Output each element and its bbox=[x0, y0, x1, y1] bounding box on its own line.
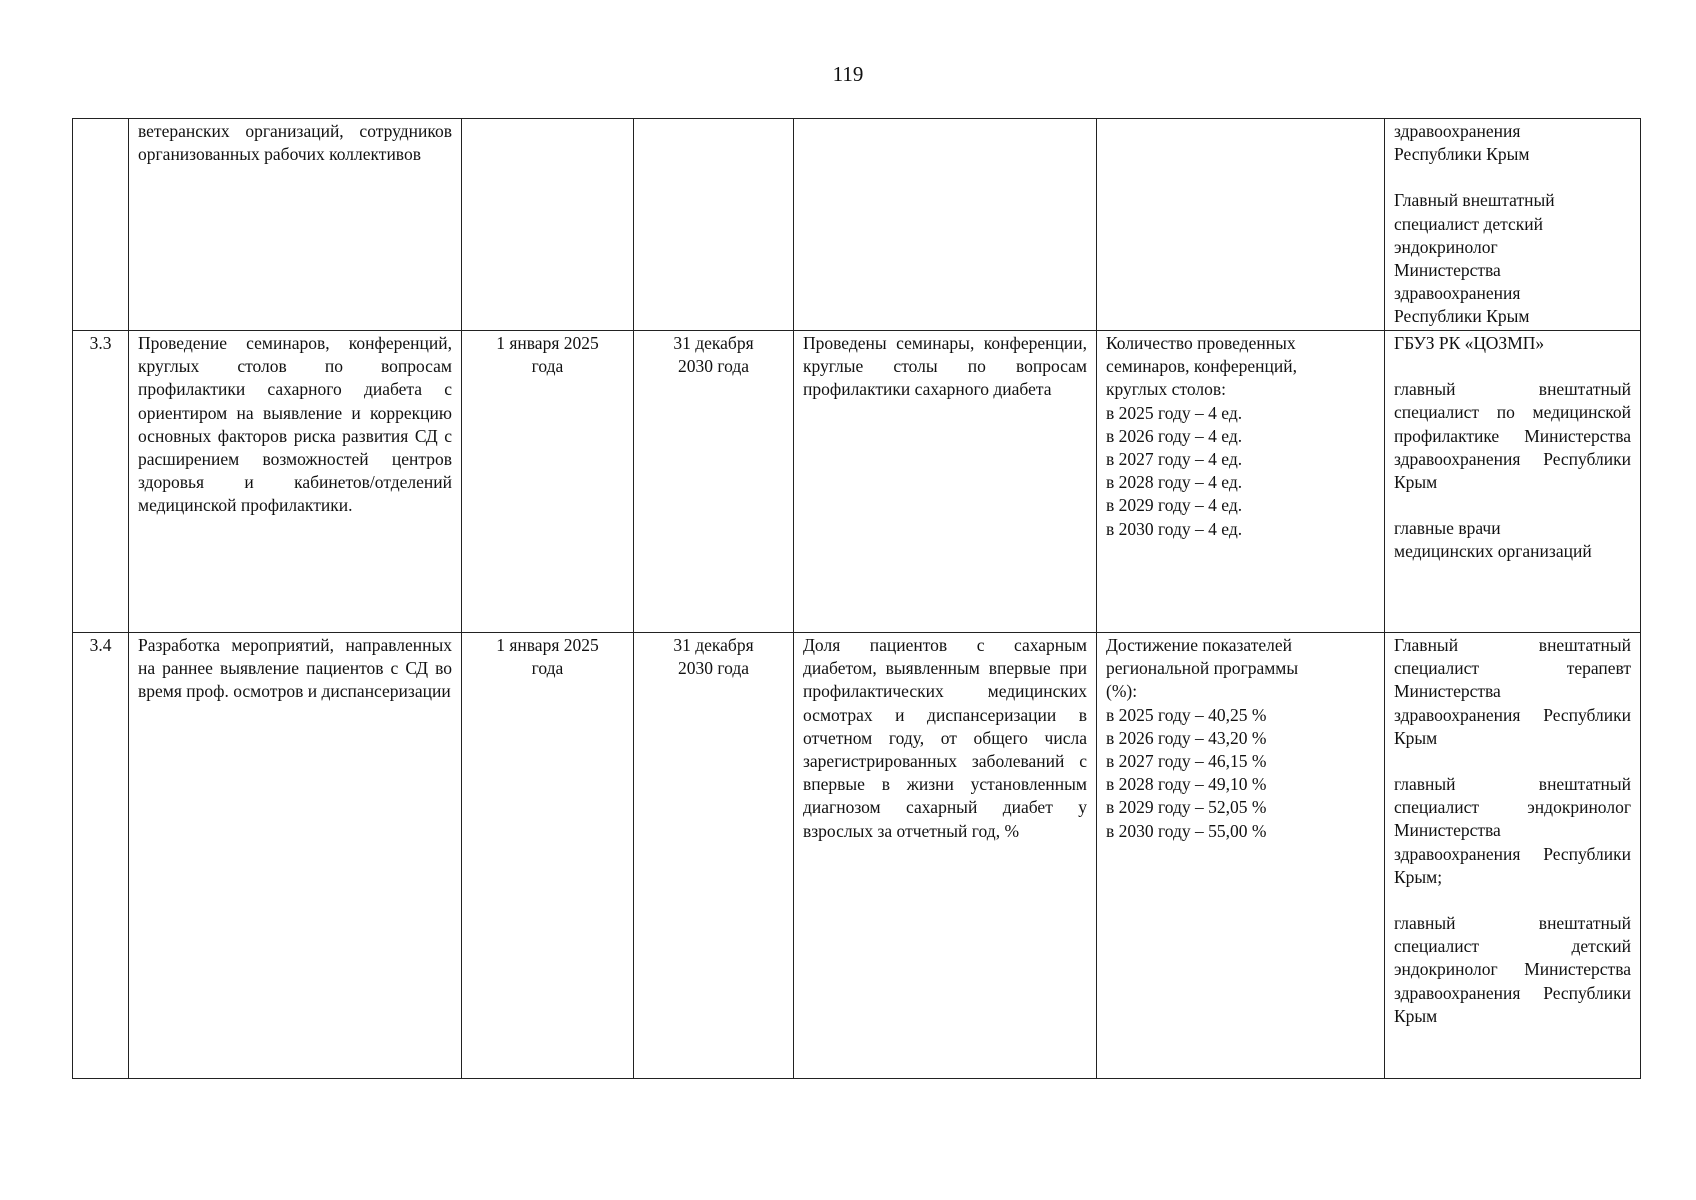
indicator-value: в 2027 году – 46,15 % bbox=[1106, 751, 1267, 772]
start-date: 1 января 2025 года bbox=[462, 633, 634, 1079]
start-date: 1 января 2025 года bbox=[462, 331, 634, 633]
indicator-value: в 2025 году – 4 ед. bbox=[1106, 402, 1243, 423]
row-number: 3.3 bbox=[73, 331, 129, 633]
end-date: 31 декабря 2030 года bbox=[634, 331, 794, 633]
responsible bbox=[1385, 119, 1641, 331]
table-row bbox=[73, 331, 1641, 633]
expected-result: Проведены семинары, конференции, круглые столы по вопросам профилактики сахарного диабета bbox=[794, 331, 1097, 633]
indicator-heading: Достижение показателей региональной программы (%): bbox=[1106, 635, 1299, 702]
expected-result: Доля пациентов с сахарным диабетом, выявленным впервые при профилактических медицинских осмотрах и диспансеризации в отчетном году, от общего числа зарегистрированных заболеваний с впервые в жизни установленным диагнозом сахарный диабет у взрослых за отчетный год, % bbox=[794, 633, 1097, 1079]
indicator-value: в 2026 году – 4 ед. bbox=[1106, 425, 1243, 446]
expected-result bbox=[794, 119, 1097, 331]
end-date: 31 декабря 2030 года bbox=[634, 633, 794, 1079]
indicator-heading: Количество проведенных семинаров, конференций, круглых столов: bbox=[1106, 333, 1298, 400]
end-date bbox=[634, 119, 794, 331]
indicator-value: в 2026 году – 43,20 % bbox=[1106, 727, 1267, 748]
indicator-value: в 2029 году – 52,05 % bbox=[1106, 797, 1267, 818]
responsible-entry: главный внештатный специалист эндокринолог Министерства здравоохранения Республики Крым; bbox=[1394, 774, 1631, 887]
row-number bbox=[73, 119, 129, 331]
responsible-entry: здравоохранения Республики Крым bbox=[1394, 121, 1530, 165]
activities-table bbox=[72, 118, 1641, 1079]
responsible-entry: Главный внештатный специалист терапевт Министерства здравоохранения Республики Крым bbox=[1394, 635, 1631, 748]
indicator-value: в 2025 году – 40,25 % bbox=[1106, 704, 1267, 725]
table-row bbox=[73, 633, 1641, 1079]
responsible bbox=[1385, 633, 1641, 1079]
indicator bbox=[1097, 633, 1385, 1079]
activity-description: ветеранских организаций, сотрудников организованных рабочих коллективов bbox=[129, 119, 462, 331]
row-number: 3.4 bbox=[73, 633, 129, 1079]
indicator-value: в 2030 году – 4 ед. bbox=[1106, 518, 1243, 539]
indicator-value: в 2028 году – 4 ед. bbox=[1106, 472, 1243, 493]
table-row bbox=[73, 119, 1641, 331]
responsible-entry: ГБУЗ РК «ЦОЗМП» bbox=[1394, 333, 1545, 353]
responsible-entry: главный внештатный специалист детский эндокринолог Министерства здравоохранения Республики Крым bbox=[1394, 913, 1631, 1026]
responsible-entry: Главный внештатный специалист детский эндокринолог Министерства здравоохранения Республики Крым bbox=[1394, 190, 1555, 327]
indicator bbox=[1097, 331, 1385, 633]
indicator-value: в 2028 году – 49,10 % bbox=[1106, 774, 1267, 795]
responsible-entry: главный внештатный специалист по медицинской профилактике Министерства здравоохранения Республики Крым bbox=[1394, 379, 1631, 493]
indicator-value: в 2029 году – 4 ед. bbox=[1106, 495, 1243, 516]
start-date bbox=[462, 119, 634, 331]
activity-description: Разработка мероприятий, направленных на раннее выявление пациентов с СД во время проф. осмотров и диспансеризации bbox=[129, 633, 462, 1079]
indicator-value: в 2027 году – 4 ед. bbox=[1106, 449, 1243, 470]
page-number: 119 bbox=[832, 62, 864, 86]
indicator bbox=[1097, 119, 1385, 331]
responsible-entry: главные врачи медицинских организаций bbox=[1394, 518, 1592, 562]
responsible bbox=[1385, 331, 1641, 633]
indicator-value: в 2030 году – 55,00 % bbox=[1106, 820, 1267, 841]
activity-description: Проведение семинаров, конференций, круглых столов по вопросам профилактики сахарного диабета с ориентиром на выявление и коррекцию основных факторов риска развития СД с расширением возможностей центров здоровья и кабинетов/отделений медицинской профилактики. bbox=[129, 331, 462, 633]
